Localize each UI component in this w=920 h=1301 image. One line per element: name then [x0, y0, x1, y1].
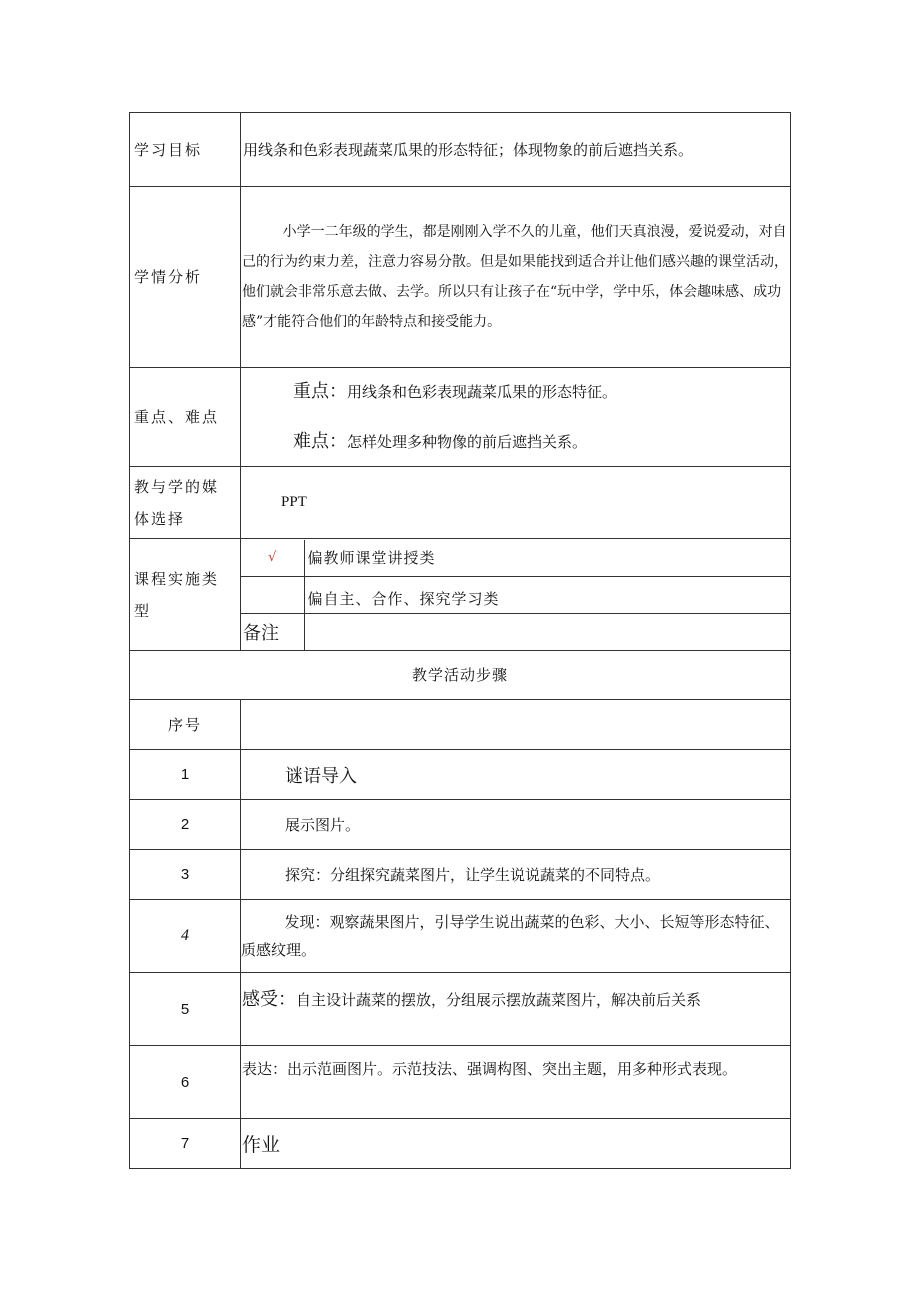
- analysis-row: [130, 187, 791, 368]
- step-text: 作业: [241, 1119, 791, 1169]
- course-type-option: [241, 540, 790, 577]
- focus-label: 重点：: [293, 381, 347, 402]
- difficulty-label: 难点：: [293, 431, 347, 452]
- media-value: PPT: [241, 467, 791, 539]
- difficulty-text: 怎样处理多种物像的前后遮挡关系。: [347, 433, 588, 451]
- step-number: 7: [130, 1119, 241, 1169]
- step-number: 1: [130, 750, 241, 800]
- step-number: 2: [130, 800, 241, 850]
- media-row: [130, 467, 791, 539]
- step-row: [130, 1046, 791, 1119]
- lesson-plan-sheet: [129, 112, 790, 1169]
- course-type-option: [241, 577, 790, 614]
- analysis-label: 学情分析: [130, 187, 241, 368]
- objectives-row: [130, 113, 791, 187]
- step-row: [130, 1119, 791, 1169]
- focus-text: 用线条和色彩表现蔬菜瓜果的形态特征。: [347, 383, 618, 401]
- course-type-label-line2: 型: [134, 601, 152, 620]
- course-type-label-line1: 课程实施类: [134, 569, 220, 588]
- focus-line: [293, 379, 790, 405]
- step-text: 探究：分组探究蔬菜图片，让学生说说蔬菜的不同特点。: [241, 850, 791, 900]
- step-text: 自主设计蔬菜的摆放，分组展示摆放蔬菜图片，解决前后关系: [296, 991, 702, 1009]
- step-text: 谜语导入: [241, 750, 791, 800]
- step-text: 表达：出示范画图片。示范技法、强调构图、突出主题，用多种形式表现。: [241, 1046, 791, 1119]
- step-number: 5: [130, 973, 241, 1046]
- lesson-plan-table: [129, 112, 791, 1169]
- step-row: [130, 900, 791, 973]
- media-label-line2: 体选择: [134, 509, 186, 528]
- media-label-line1: 教与学的媒: [134, 477, 220, 496]
- step-text: 展示图片。: [241, 800, 791, 850]
- option-text: 偏教师课堂讲授类: [304, 540, 790, 577]
- key-points-label: 重点、难点: [130, 368, 241, 467]
- course-type-row: [130, 539, 791, 651]
- option-text: 偏自主、合作、探究学习类: [304, 577, 790, 614]
- objectives-label: 学习目标: [130, 113, 241, 187]
- remark-value: [304, 614, 790, 650]
- steps-title: 教学活动步骤: [130, 651, 791, 700]
- step-number: 4: [130, 900, 241, 973]
- step-row: [130, 850, 791, 900]
- objectives-text: 用线条和色彩表现蔬菜瓜果的形态特征；体现物象的前后遮挡关系。: [241, 113, 791, 187]
- remark-row: [241, 614, 790, 650]
- remark-label: 备注: [241, 614, 304, 650]
- difficulty-line: [293, 429, 790, 455]
- step-number: 3: [130, 850, 241, 900]
- step-row: [130, 800, 791, 850]
- header-no: 序号: [130, 700, 241, 750]
- check-mark: √: [241, 540, 304, 577]
- analysis-text: 小学一二年级的学生，都是刚刚入学不久的儿童，他们天真浪漫，爱说爱动，对自己的行为约束力差，注意力容易分散。但是如果能找到适合并让他们感兴趣的课堂活动，他们就会非常乐意去做、去学。所以只有让孩子在“玩中学，学中乐，体会趣味感、成功感”才能符合他们的年龄特点和接受能力。: [242, 224, 788, 330]
- step-number: 6: [130, 1046, 241, 1119]
- course-type-options: [241, 540, 790, 650]
- step-row: [130, 973, 791, 1046]
- step-text: 发现：观察蔬果图片，引导学生说出蔬菜的色彩、大小、长短等形态特征、质感纹理。: [241, 900, 791, 973]
- steps-header-row: [130, 700, 791, 750]
- check-mark: [241, 577, 304, 614]
- step-row: [130, 750, 791, 800]
- header-content: [241, 700, 791, 750]
- key-points-row: [130, 368, 791, 467]
- steps-title-row: [130, 651, 791, 700]
- step-text-label: 感受：: [242, 989, 296, 1010]
